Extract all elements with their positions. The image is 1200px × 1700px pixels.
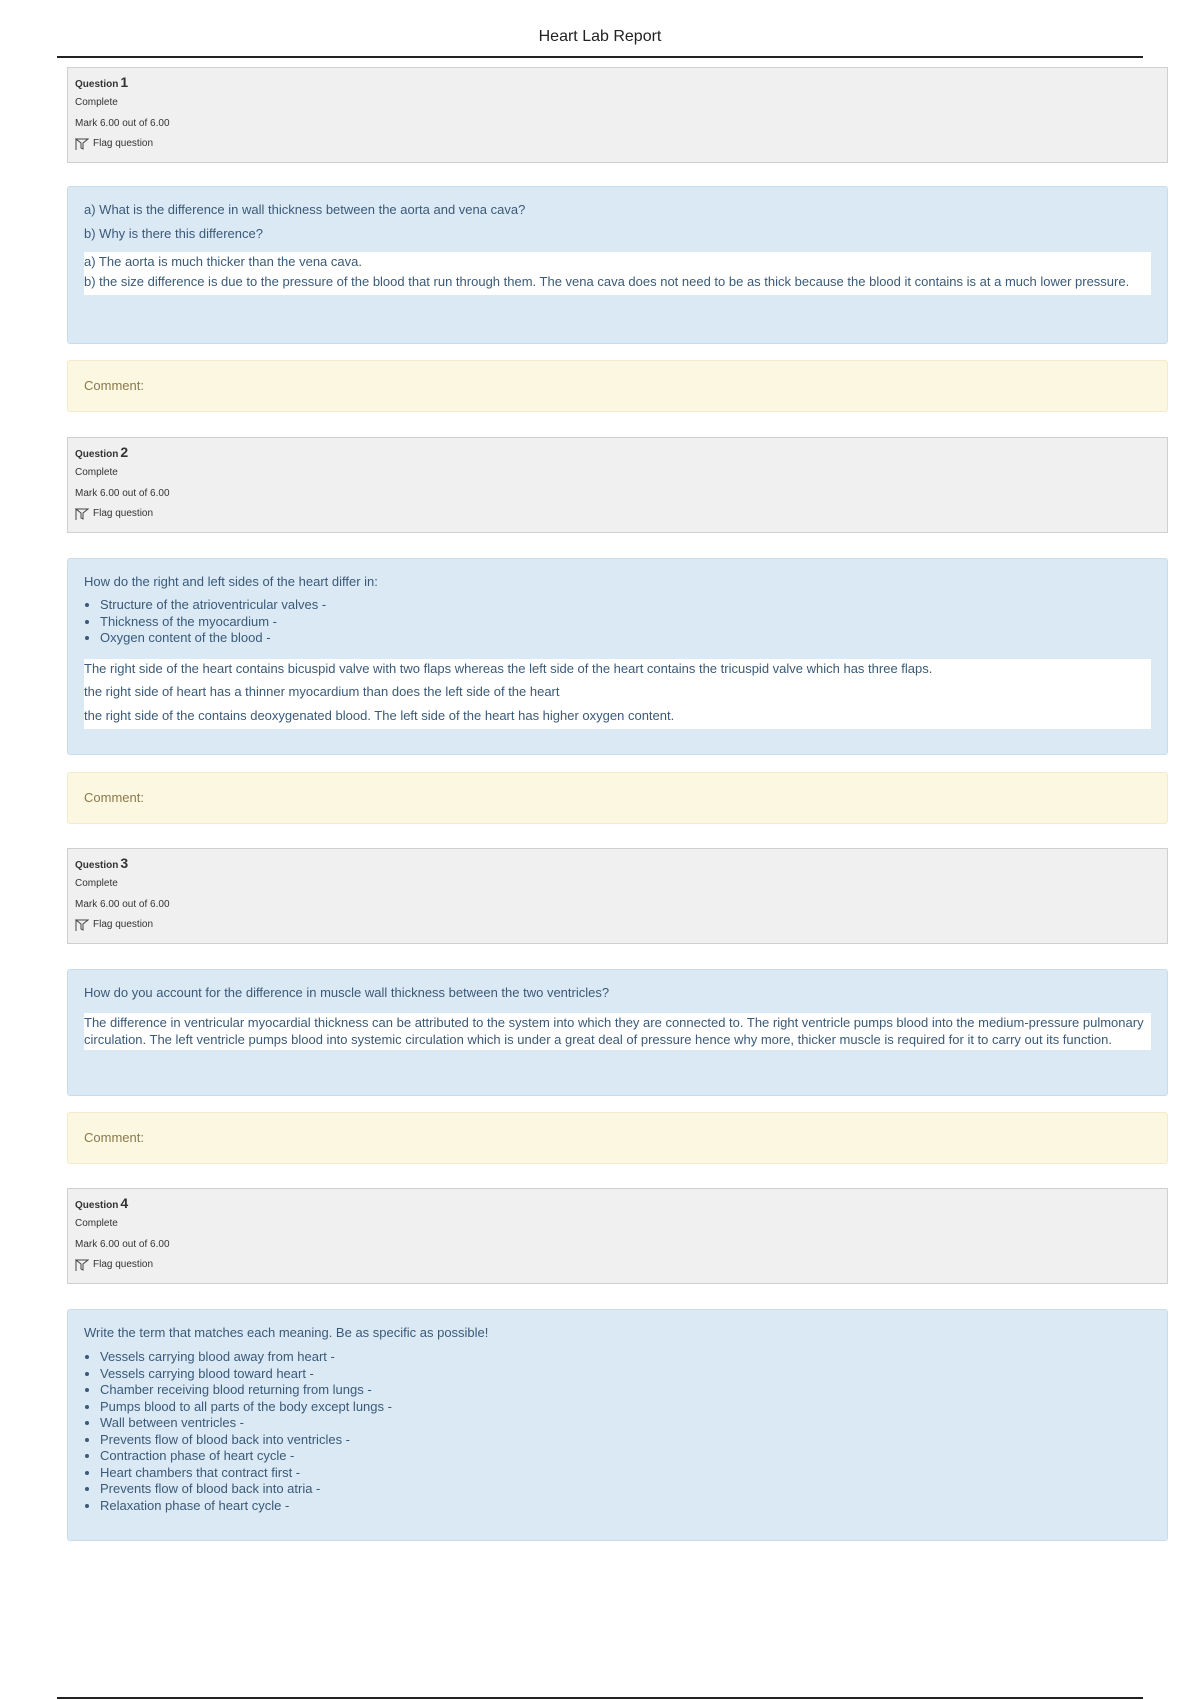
- question-label: Question: [75, 79, 119, 90]
- flag-icon: [75, 508, 89, 520]
- question-grade: Mark 6.00 out of 6.00: [75, 118, 170, 129]
- answer-line: the right side of the contains deoxygenated blood. The left side of the heart has higher oxygen content.: [84, 707, 675, 723]
- list-item: • Thickness of the myocardium -: [100, 614, 1151, 631]
- list-item: • Relaxation phase of heart cycle -: [100, 1498, 1151, 1515]
- answer-line: b) the size difference is due to the pressure of the blood that run through them. The vena cava does not need to be as thick because the blood it contains is at a much lower pressure.: [84, 273, 1130, 289]
- flag-question-label: Flag question: [93, 1259, 154, 1270]
- question-text: Write the term that matches each meaning. Be as specific as possible!: [84, 1325, 489, 1340]
- question-state: Complete: [75, 1218, 118, 1229]
- list-item: • Oxygen content of the blood -: [100, 630, 1151, 647]
- question-text: a) What is the difference in wall thickness between the aorta and vena cava?: [84, 202, 526, 217]
- question-text: b) Why is there this difference?: [84, 226, 263, 241]
- list-item: • Contraction phase of heart cycle -: [100, 1448, 1151, 1465]
- answer-box[interactable]: [84, 252, 1151, 295]
- answer-line: the right side of heart has a thinner myocardium than does the left side of the heart: [84, 684, 560, 699]
- list-item: • Heart chambers that contract first -: [100, 1465, 1151, 1482]
- flag-question-label: Flag question: [93, 138, 154, 149]
- question-grade: Mark 6.00 out of 6.00: [75, 488, 170, 499]
- page-title: Heart Lab Report: [538, 28, 662, 45]
- comment-box-3: [67, 1112, 1168, 1164]
- question-info-2: [67, 437, 1168, 533]
- question-state: Complete: [75, 878, 118, 889]
- question-label: Question: [75, 449, 119, 460]
- list-item: • Prevents flow of blood back into ventricles -: [100, 1432, 1151, 1449]
- header-divider: [57, 56, 1143, 58]
- question-number-value: 1: [120, 74, 129, 90]
- flag-question-label: Flag question: [93, 508, 154, 519]
- flag-question-label: Flag question: [93, 919, 154, 930]
- flag-question-link[interactable]: [75, 134, 1160, 154]
- question-formulation-3: [67, 969, 1168, 1096]
- comment-box-1: [67, 360, 1168, 412]
- question-info-3: [67, 848, 1168, 944]
- answer-line: The right side of the heart contains bicuspid valve with two flaps whereas the left side of the heart contains the tricuspid valve which has three flaps.: [84, 660, 933, 676]
- flag-icon: [75, 919, 89, 931]
- question-info-1: [67, 67, 1168, 163]
- list-item: • Chamber receiving blood returning from lungs -: [100, 1382, 1151, 1399]
- question-state: Complete: [75, 467, 118, 478]
- comment-label: Comment:: [84, 790, 144, 805]
- question-number: [75, 1196, 1160, 1213]
- answer-box[interactable]: The difference in ventricular myocardial thickness can be attributed to the system into which they are connected to. The right ventricle pumps blood into the medium-pressure pulmonary circulation. The left ventricle pumps blood into systemic circulation which is under a great deal of pressure hence why more, thicker muscle is required for it to carry out its function.: [84, 1013, 1151, 1050]
- list-item: • Vessels carrying blood toward heart -: [100, 1366, 1151, 1383]
- answer-line: a) The aorta is much thicker than the vena cava.: [84, 254, 362, 269]
- flag-icon: [75, 138, 89, 150]
- question-number-value: 2: [120, 444, 129, 460]
- list-item: • Vessels carrying blood away from heart -: [100, 1349, 1151, 1366]
- question-text: How do you account for the difference in muscle wall thickness between the two ventricles?: [84, 985, 610, 1000]
- question-label: Question: [75, 1200, 119, 1211]
- comment-box-2: [67, 772, 1168, 824]
- question-state: Complete: [75, 97, 118, 108]
- list-item: • Wall between ventricles -: [100, 1415, 1151, 1432]
- footer-divider: [57, 1697, 1143, 1699]
- comment-label: Comment:: [84, 1130, 144, 1145]
- question-formulation-1: [67, 186, 1168, 344]
- question-info-4: [67, 1188, 1168, 1284]
- flag-question-link[interactable]: [75, 504, 1160, 524]
- flag-question-link[interactable]: [75, 1255, 1160, 1275]
- question-number: [75, 75, 1160, 92]
- question-formulation-4: [67, 1309, 1168, 1541]
- question-grade: Mark 6.00 out of 6.00: [75, 1239, 170, 1250]
- question-number: [75, 856, 1160, 873]
- list-item: • Prevents flow of blood back into atria -: [100, 1481, 1151, 1498]
- question-grade: Mark 6.00 out of 6.00: [75, 899, 170, 910]
- question-text: How do the right and left sides of the heart differ in:: [84, 574, 378, 589]
- flag-question-link[interactable]: [75, 915, 1160, 935]
- prompt-list: [84, 597, 1151, 647]
- comment-label: Comment:: [84, 378, 144, 393]
- list-item: • Structure of the atrioventricular valves -: [100, 597, 1151, 614]
- question-number: [75, 445, 1160, 462]
- question-formulation-2: [67, 558, 1168, 755]
- list-item: • Pumps blood to all parts of the body except lungs -: [100, 1399, 1151, 1416]
- question-number-value: 4: [120, 1195, 129, 1211]
- question-number-value: 3: [120, 855, 129, 871]
- answer-box[interactable]: [84, 659, 1151, 730]
- question-label: Question: [75, 860, 119, 871]
- flag-icon: [75, 1259, 89, 1271]
- prompt-list: [84, 1349, 1151, 1514]
